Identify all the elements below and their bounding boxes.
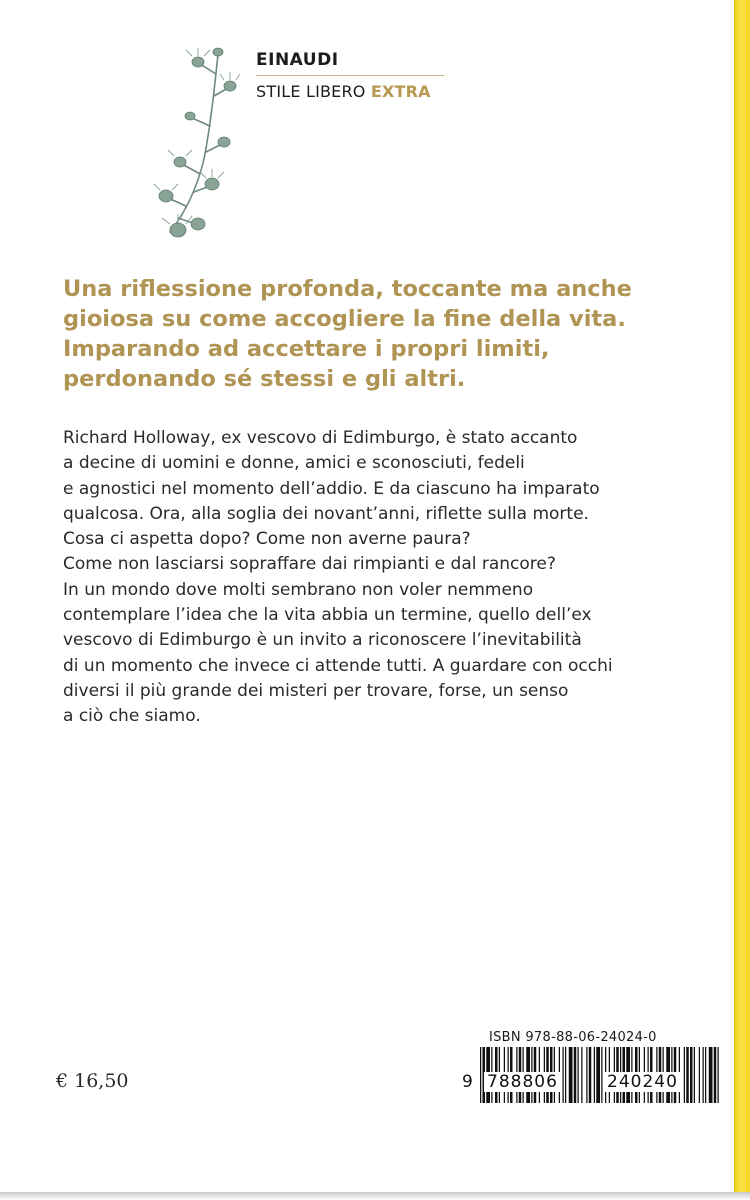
publisher-name: EINAUDI bbox=[256, 50, 339, 70]
description bbox=[63, 426, 703, 730]
barcode-digits-left: 788806 bbox=[484, 1072, 561, 1092]
series-name bbox=[256, 82, 444, 101]
description-line: Richard Holloway, ex vescovo di Edimburgo, è stato accanto bbox=[63, 428, 578, 448]
isbn-label: ISBN 978-88-06-24024-0 bbox=[489, 1030, 657, 1045]
tagline-line: Imparando ad accettare i propri limiti, bbox=[63, 336, 550, 362]
description-line: Cosa ci aspetta dopo? Come non averne paura? bbox=[63, 529, 471, 550]
description-line: a decine di uomini e donne, amici e sconosciuti, fedeli bbox=[63, 453, 525, 474]
price: € 16,50 bbox=[56, 1070, 129, 1092]
sea-holly-plant-illustration bbox=[148, 34, 244, 244]
page-shadow bbox=[0, 1192, 750, 1200]
description-line: di un momento che invece ci attende tutti. A guardare con occhi bbox=[63, 655, 613, 676]
description-line: Come non lasciarsi sopraffare dai rimpianti e dal rancore? bbox=[63, 554, 556, 575]
series-main: STILE LIBERO bbox=[256, 82, 371, 101]
description-line: e agnostici nel momento dell’addio. E da ciascuno ha imparato bbox=[63, 478, 600, 499]
barcode-digits bbox=[462, 1070, 724, 1096]
book-spine-edge bbox=[735, 0, 750, 1192]
publisher-brand bbox=[256, 50, 444, 101]
barcode-digit-first: 9 bbox=[462, 1072, 473, 1092]
tagline-line: perdonando sé stessi e gli altri. bbox=[63, 366, 466, 392]
tagline bbox=[63, 274, 703, 394]
description-line: diversi il più grande dei misteri per trovare, forse, un senso bbox=[63, 680, 569, 701]
tagline-line: Una riflessione profonda, toccante ma anche bbox=[63, 276, 632, 302]
description-line: In un mondo dove molti sembrano non voler nemmeno bbox=[63, 579, 534, 600]
description-line: qualcosa. Ora, alla soglia dei novant’anni, riflette sulla morte. bbox=[63, 503, 589, 524]
description-line: a ciò che siamo. bbox=[63, 706, 201, 727]
tagline-line: gioiosa su come accogliere la fine della vita. bbox=[63, 306, 626, 332]
series-accent: EXTRA bbox=[370, 82, 431, 101]
barcode-digits-right: 240240 bbox=[604, 1072, 681, 1092]
brand-divider bbox=[256, 75, 444, 76]
description-line: vescovo di Edimburgo è un invito a riconoscere l’inevitabilità bbox=[63, 630, 582, 651]
description-line: contemplare l’idea che la vita abbia un termine, quello dell’ex bbox=[63, 605, 592, 626]
